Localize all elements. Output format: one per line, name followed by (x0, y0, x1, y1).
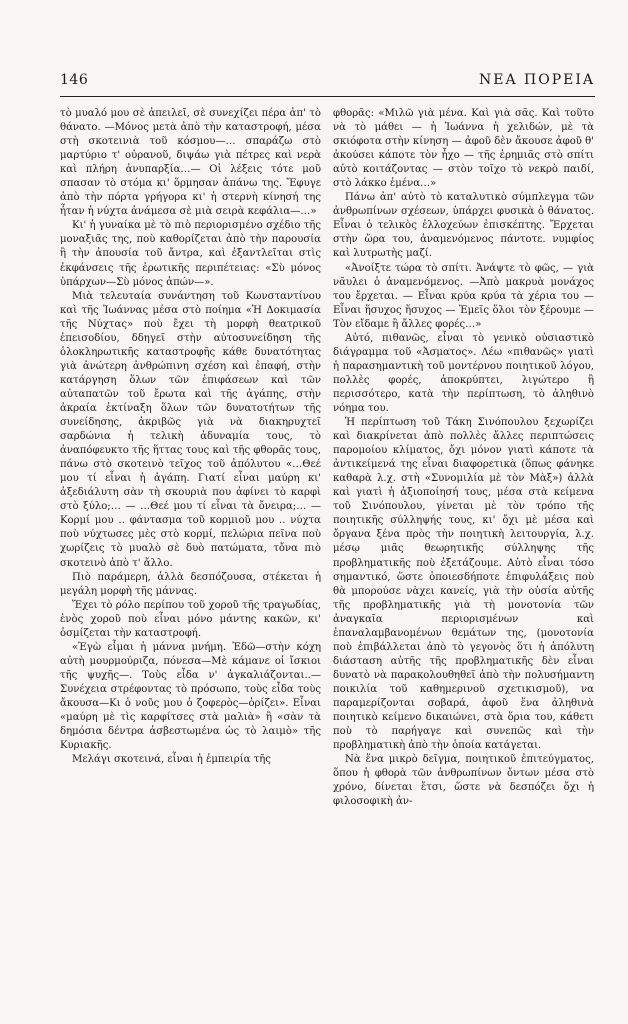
header-rule (60, 96, 595, 97)
running-header (60, 72, 595, 94)
paragraph: Πάνω ἀπ' αὐτὸ τὸ καταλυτικὸ σύμπλεγμα τῶν ἀνθρωπίνων σχέσεων, ὑπάρχει φυσικὰ ὁ θάνατος. Εἶναι ὁ τελικὸς ἐλλοχεύων ἐπισκέπτης. Ἔρχεται στὴν ὥρα του, ἀναμενόμενος πάντοτε. νυμφίος καὶ λυτρωτὴς μαζί. (333, 192, 594, 260)
paragraph: φθορᾶς: «Μιλῶ γιὰ μένα. Καὶ γιὰ σᾶς. Καὶ τοῦτο νὰ τὸ μάθει — ἡ Ἰωάννα ἡ χελιδών, μὲ τὰ σκιόφοτα στὴν κίνηση — ἀφοῦ δὲν ἄκουσε ἀφοῦ θ' ἀκούσει κάποτε τὸν ἦχο — τῆς ἐρημιᾶς στὸ σπίτι αὐτὸ κοιτάζοντας — στὸν τοῖχο τὸ νεκρὸ παιδί, στὸ λάκκο ἐμένα…» (333, 108, 594, 190)
paragraph: Μελάγι σκοτεινά, εἶναι ἡ ἐμπειρία τῆς (72, 754, 271, 766)
paragraph: Ἡ περίπτωση τοῦ Τάκη Σινόπουλου ξεχωρίζει καὶ διακρίνεται ἀπὸ πολλὲς ἄλλες περιπτώσεις παρομοίου κλίματος, ὄχι μόνον γιατὶ κάποτε τὰ ἀντικείμενά της εἶναι διαφορετικὰ (ὅπως φάνηκε καθαρὰ λ.χ. στὴ «Συνομιλία μὲ τὸν Μὰξ») ἀλλὰ καὶ γιατὶ ἡ ἀξιοποίησή τους, μέσα στὰ κείμενα τοῦ Σινόπουλου, γίνεται μὲ τὸν τρόπο τῆς ποιητικῆς σύλληψής τους, κι' ὄχι μὲ μέσα καὶ ὄργανα ξένα πρὸς τὴν ποιητικὴ λειτουργία, λ.χ. μέσῳ μιᾶς θεωρητικῆς σύλληψης τῆς προβληματικῆς ποὺ ἐξετάζουμε. Αὐτὸ εἶναι τόσο σημαντικό, ὥστε ὁποιεσδήποτε ἐπιφυλάξεις ποὺ θὰ μπορούσε νὰχει κανείς, γιὰ τὴν οὐσία αὐτῆς τῆς προβληματικῆς γιὰ τὴ μονοτονία τῶν ἀναγκαῖα περιορισμένων καὶ ἐπαναλαμβανομένων θεμάτων της, (μονοτονία ποὺ ἐπιβάλλεται ἀπὸ τὸ γεγονὸς ὅτι ἡ ἀπόλυτη διάσταση αὐτῆς τῆς προβληματικῆς δὲν εἶναι δυνατὸ νὰ παρακολουθηθεῖ ἀπὸ τὴν πολυσήμαντη ποικιλία τοῦ καθημερινοῦ σχετικισμοῦ), να παραμερίζονται σοβαρά, ἀφοῦ ἕνα ἀληθινὰ ποιητικὸ κείμενο δικαιώνει, στὰ ὅρια του, κάθετι ποὺ τὸ παρήγαγε καὶ συνεπῶς καὶ τὴν προβληματικὴ ἀπὸ τὴν ὁποία κατάγεται. (333, 417, 594, 752)
body-columns (60, 107, 595, 809)
paragraph: «Ἀνοίξτε τώρα τὸ σπίτι. Ἀνάψτε τὸ φῶς, — γιὰ νᾶυλει ὁ ἀναμενόμενος. —Ἀπὸ μακρυὰ μονάχος του ἔρχεται. — Εἶναι κρύα κρύα τὰ χέρια του — Εἶναι ἥσυχος ἥσυχος — Ἐμεῖς ὅλοι τὸν ξέρουμε — Τὸν εἴδαμε ἢ ἄλλες φορές…» (333, 262, 594, 330)
page-number: 146 (60, 72, 89, 88)
journal-title: ΝΕΑ ΠΟΡΕΙΑ (479, 72, 595, 88)
left-column (60, 107, 321, 809)
paragraph: «Ἐγὼ εἶμαι ἡ μάννα μνήμη. Ἐδῶ—στὴν κόχη αὐτὴ μουρμούριζα, πόνεσα—Μὲ κάμανε οἱ ἴσκιοι τῆς ψυχῆς—. Τοὺς εἶδα ν' ἀγκαλιάζονται..—Συνέχεια στρέφοντας τὸ πρόσωπο, τοὺς εἶδα τοὺς ἄκουσα—Κι ὁ νοῦς μου ὁ ζοφερὸς—ὀρίζει». Εἶναι «μαύρη μὲ τὶς καρφίτσες στὰ μαλιὰ» ἢ «σὰν τὰ δημόσια δέντρα ἀσβεστωμένα ὡς τὸ λαιμὸ» τῆς Κυριακῆς. (60, 641, 321, 752)
paragraph: τὸ μυαλό μου σὲ ἀπειλεῖ, σὲ συνεχίζει πέρα ἀπ' τὸ θάνατο. —Μόνος μετὰ ἀπὸ τὴν καταστροφή, μέσα στὴ σκοτεινιὰ τοῦ κόσμου—… σπαράζω στὸ μαρτύριο τ' οὐρανοῦ, διψάω γιὰ πέτρες καὶ νερὰ καὶ πλήρη ἀνυπαρξία…— Οἱ λέξεις τότε μοῦ σπασαν τὸ στόμα κι' ὅρμησαν ἀπάνω της. Ἔφυγε ἀπὸ τὴν πόρτα γρήγορα κι' ἡ στερνὴ κίνησή της ἦταν ἡ νύχτα ἀνάμεσα σὲ μιὰ σειρὰ κεφάλια—…» (60, 108, 321, 218)
document-page (60, 72, 595, 1012)
paragraph: Αὐτό, πιθανῶς, εἶναι τὸ γενικὸ οὐσιαστικὸ διάγραμμα τοῦ «Ἀσματος». Λέω «πιθανῶς» γιατὶ ἡ παρασημαντικὴ τοῦ μοντέρνου ποιητικοῦ λόγου, πολλὲς φορές, ἀποκρύπτει, λιγώτερο ἢ περισσότερο, κατὰ τὴν περίπτωση, τὸ ἀληθινὸ νόημα του. (333, 332, 594, 414)
right-column (333, 107, 594, 809)
paragraph: Πιὸ παράμερη, ἀλλὰ δεσπόζουσα, στέκεται ἡ μεγάλη μορφὴ τῆς μάννας. (60, 571, 321, 597)
paragraph: Κι' ἡ γυναίκα μὲ τὸ πιὸ περιορισμένο σχέδιο τῆς μοναξιᾶς της, ποὺ καθορίζεται ἀπὸ τὴν παρουσία ἢ τὴν ἀπουσία τοῦ ἄντρα, καὶ ἐξαντλεῖται στὶς ἐκφάνσεις τῆς ἐρωτικῆς περιπέτειας: «Σὺ μόνος ὑπάρχων—Σὺ μόνος ἀπών—». (60, 220, 321, 288)
paragraph: Νὰ ἕνα μικρὸ δεῖγμα, ποιητικοῦ ἐπιτεύγματος, ὅπου ἡ φθορὰ τῶν ἀνθρωπίνων ὄντων μέσα στὸ χρόνο, δίνεται ἔτσι, ὥστε νὰ δεσπόζει ὄχι ἡ φιλοσοφικὴ ἀν- (333, 754, 594, 808)
paragraph: Μιὰ τελευταία συνάντηση τοῦ Κωνσταντίνου καὶ τῆς Ἰωάννας μέσα στὸ ποίημα «Ἡ Δοκιμασία τῆς Νύχτας» ποὺ ἔχει τὴ μορφὴ θεατρικοῦ ἐπεισοδίου, δδηγεῖ στὴν αὐτοσυνείδηση τῆς ὁλοκληρωτικῆς καταστροφῆς κάθε δυνατότητας γιὰ ἀνώτερη ἀνθρώπινη σχέση καὶ ἐπαφή, στὴν κατάργηση ὅλων τῶν ἐπιφάσεων καὶ τῶν αὐταπατῶν τοῦ ἔρωτα καὶ τῆς ἀγάπης, στὴν ἀκραία ἐκτίναξη ὅλων τῶν δυνατοτήτων τῆς συνείδησης, ἀκριβῶς γιὰ νὰ διακηρυχτεῖ σαρδώνια ἡ τελικὴ ἀδυναμία τους, τὸ ἀναπόφευκτο τῆς ἥττας τους καὶ τῆς φθορᾶς τους, πάνω στὸ σκοτεινὸ τεῖχος τοῦ ἀπόλυτου «…Θεέ μου τί εἶναι ἡ ἀγάπη. Γιατί εἶναι μαύρη κι' ἀξεδιάλυτη σὰν τὴ σκουριὰ που ἀφίνει τὸ καρφὶ στὸ ξύλο;… — …Θεέ μου τί εἶναι τὰ ὄνειρα;… — Κορμί μου .. φάντασμα τοῦ κορμιοῦ μου .. νύχτα ποὺ νύχτωσες μὲς στὸ κορμί, πελώρια πεῖνα ποὺ χωρίζεις τὸ μυαλὸ σὲ δυὸ πατώματα, τὄνα πιὸ σκοτεινὸ ἀπὸ τ' ἄλλο. (60, 290, 321, 569)
paragraph: Ἔχει τὸ ρόλο περίπου τοῦ χοροῦ τῆς τραγωδίας, ἑνὸς χοροῦ ποὺ εἶναι μόνο μάντης κακῶν, κι' ὀσμίζεται τὴν καταστροφή. (60, 599, 321, 639)
